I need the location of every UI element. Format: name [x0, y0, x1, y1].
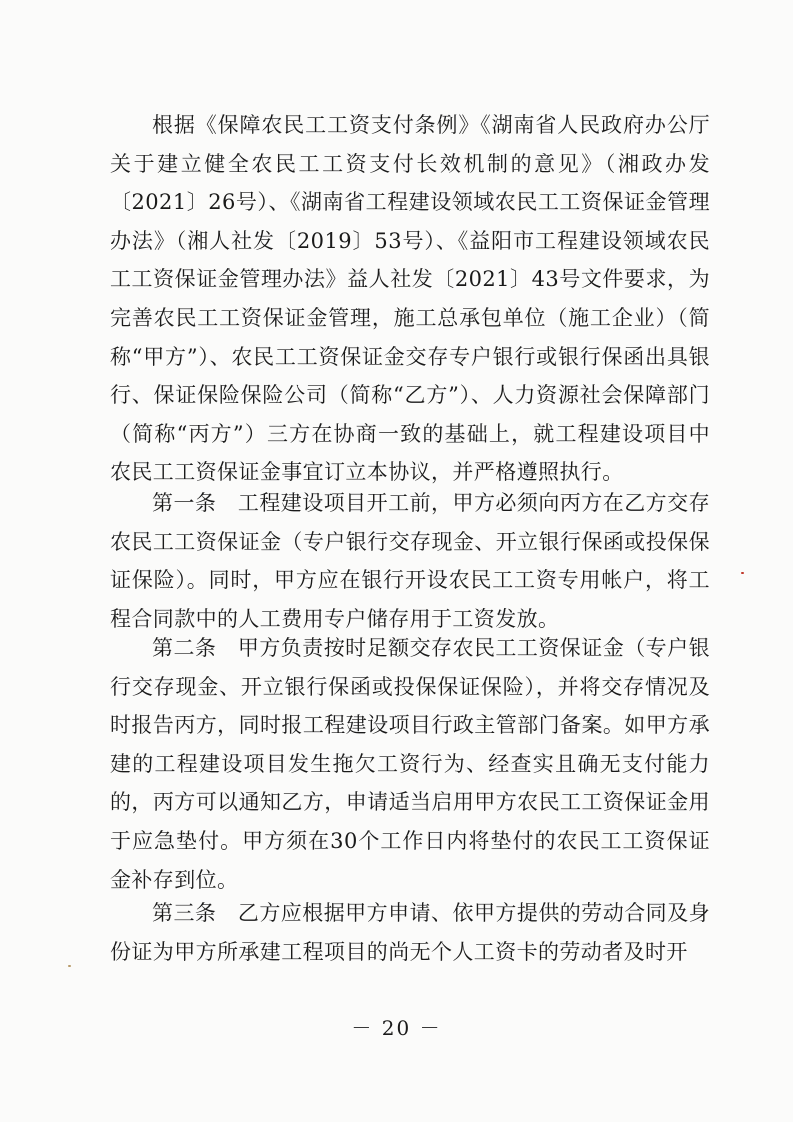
ink-speck — [741, 572, 744, 574]
paragraph-article-1: 第一条 工程建设项目开工前，甲方必须向丙方在乙方交存农民工工资保证金（专户银行交存现金、开立银行保函或投保保证保险）。同时，甲方应在银行开设农民工工资专用帐户，将工程合同款中的人工费用专户储存用于工资发放。 — [110, 491, 710, 631]
ink-speck — [68, 965, 71, 967]
page-number: － 20 － — [351, 1016, 442, 1040]
paragraph-article-3: 第三条 乙方应根据甲方申请、依甲方提供的劳动合同及身份证为甲方所承建工程项目的尚无个人工资卡的劳动者及时开 — [110, 901, 710, 964]
paragraph-preamble: 根据《保障农民工工资支付条例》《湖南省人民政府办公厅关于建立健全农民工工资支付长效机制的意见》（湘政办发〔2021〕26号）、《湖南省工程建设领域农民工工资保证金管理办法》（湘人社发〔2019〕53号）、《益阳市工程建设领域农民工工资保证金管理办法》益人社发〔2021〕43号文件要求，为完善农民工工资保证金管理，施工总承包单位（施工企业）（简称“甲方”）、农民工工资保证金交存专户银行或银行保函出具银行、保证保险保险公司（简称“乙方”）、人力资源社会保障部门（简称“丙方”）三方在协商一致的基础上，就工程建设项目中农民工工资保证金事宜订立本协议，并严格遵照执行。 — [110, 113, 710, 485]
paragraph-article-2: 第二条 甲方负责按时足额交存农民工工资保证金（专户银行交存现金、开立银行保函或投保保证保险），并将交存情况及时报告丙方，同时报工程建设项目行政主管部门备案。如甲方承建的工程建设项目发生拖欠工资行为、经查实且确无支付能力的，丙方可以通知乙方，申请适当启用甲方农民工工资保证金用于应急垫付。甲方须在30个工作日内将垫付的农民工工资保证金补存到位。 — [110, 636, 710, 892]
